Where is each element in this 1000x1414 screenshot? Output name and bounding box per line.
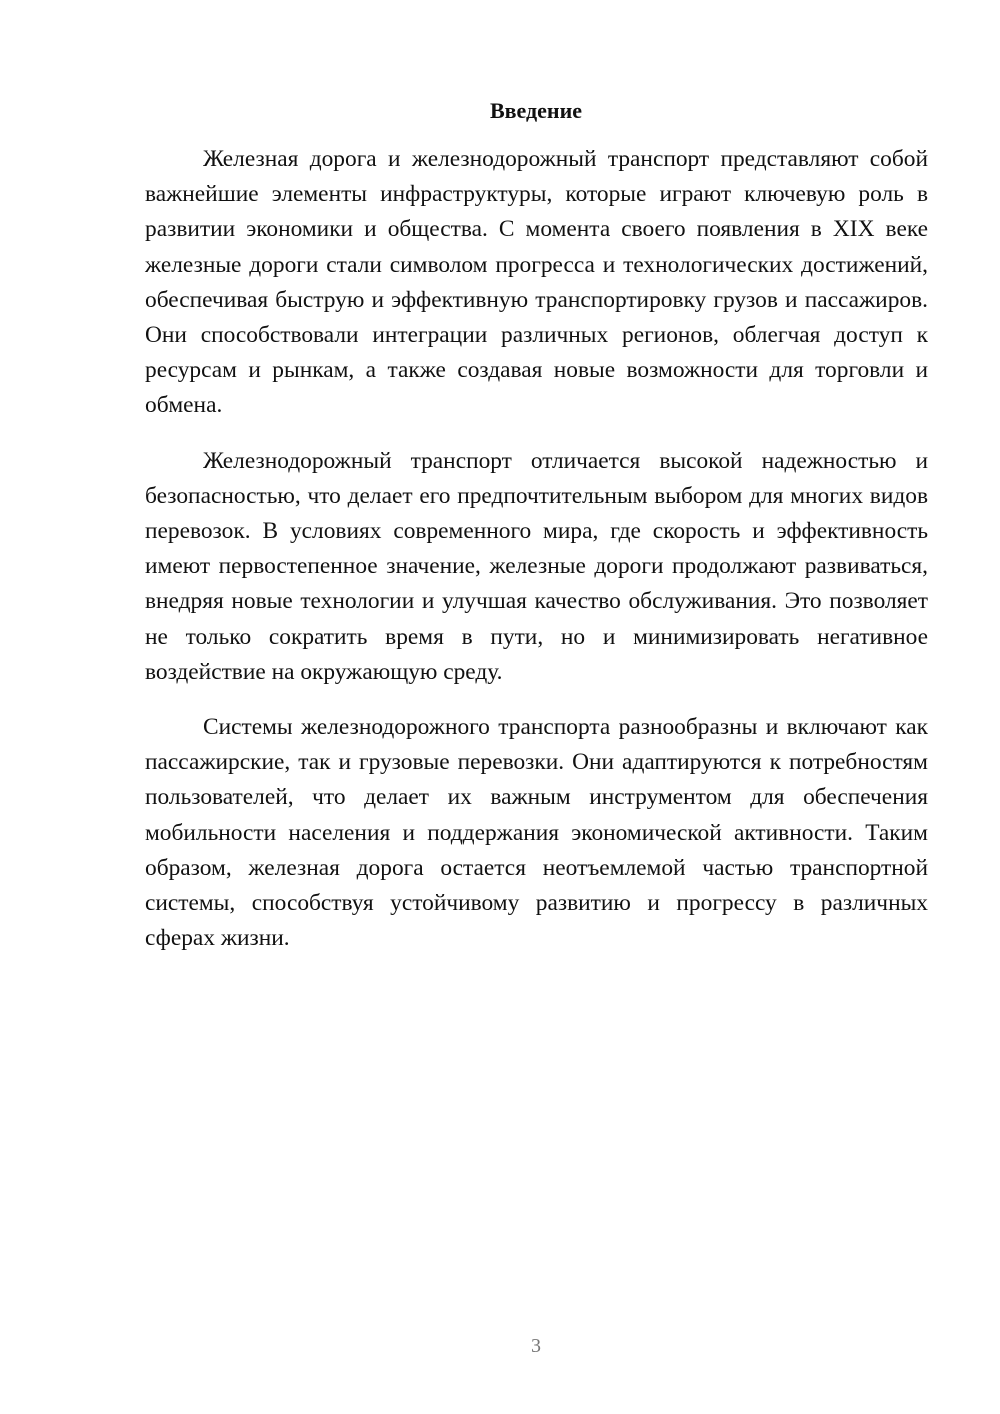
paragraph-2: Железнодорожный транспорт отличается высокой надежностью и безопасностью, что делает его предпочтительным выбором для многих видов перевозок. В условиях современного мира, где скорость и эффективность имеют первостепенное значение, железные дороги продолжают развиваться, внедряя новые технологии и улучшая качество обслуживания. Это позволяет не только сократить время в пути, но и минимизировать негативное воздействие на окружающую среду. — [145, 447, 928, 685]
section-heading: Введение — [489, 98, 583, 123]
paragraph-3: Системы железнодорожного транспорта разнообразны и включают как пассажирские, так и грузовые перевозки. Они адаптируются к потребностям пользователей, что делает их важным инструментом для обеспечения мобильности населения и поддержания экономической активности. Таким образом, железная дорога остается неотъемлемой частью транспортной системы, способствуя устойчивому развитию и прогрессу в различных сферах жизни. — [145, 714, 928, 952]
page-number: 3 — [531, 1335, 541, 1357]
body-text — [145, 142, 928, 976]
paragraph-1: Железная дорога и железнодорожный транспорт представляют собой важнейшие элементы инфраструктуры, которые играют ключевую роль в развитии экономики и общества. С момента своего появления в XIX веке железные дороги стали символом прогресса и технологических достижений, обеспечивая быструю и эффективную транспортировку грузов и пассажиров. Они способствовали интеграции различных регионов, облегчая доступ к ресурсам и рынкам, а также создавая новые возможности для торговли и обмена. — [145, 146, 928, 419]
